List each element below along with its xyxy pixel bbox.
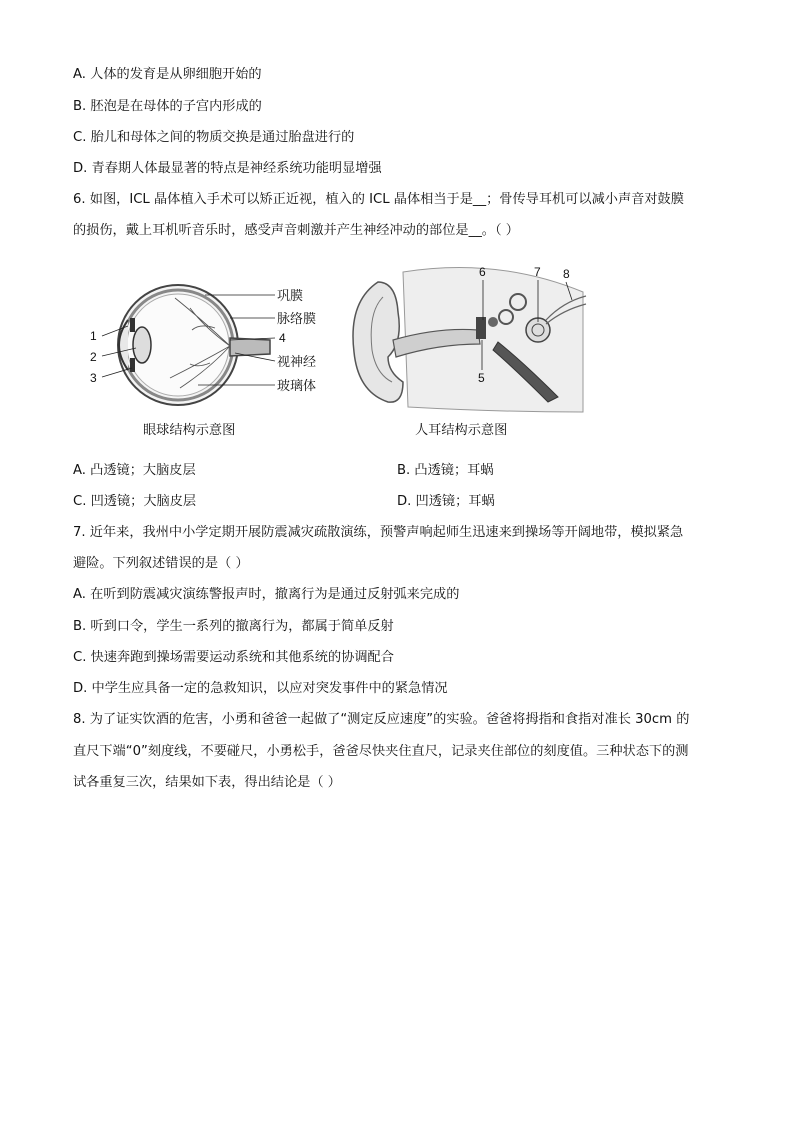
- q6-stem-line1: 6. 如图，ICL 晶体植入手术可以矫正近视，植入的 ICL 晶体相当于是__；骨传导耳机可以减小声音对鼓膜: [73, 192, 684, 207]
- lens: [133, 327, 151, 363]
- label-7: 7: [534, 265, 541, 279]
- q6-option-d: D. 凹透镜；耳蜗: [397, 494, 495, 509]
- q7-option-b: B. 听到口令，学生一系列的撤离行为，都属于简单反射: [73, 619, 394, 634]
- q5-option-a: A. 人体的发育是从卵细胞开始的: [73, 67, 262, 82]
- label-2: 2: [90, 350, 97, 364]
- q7-option-a: A. 在听到防震减灾演练警报声时，撤离行为是通过反射弧来完成的: [73, 587, 460, 602]
- eardrum: [476, 317, 486, 339]
- q6-option-b: B. 凸透镜；耳蜗: [397, 463, 494, 478]
- iris-bottom: [130, 358, 135, 372]
- q7-stem-line1: 7. 近年来，我州中小学定期开展防震减灾疏散演练，预警声响起师生迅速来到操场等开阔地带，模拟紧急: [73, 525, 684, 540]
- q6-stem-line2: 的损伤，戴上耳机听音乐时，感受声音刺激并产生神经冲动的部位是__。（ ）: [73, 223, 519, 238]
- ear-structure-diagram: [348, 262, 588, 417]
- label-8: 8: [563, 267, 570, 281]
- q6-option-c: C. 凹透镜；大脑皮层: [73, 494, 197, 509]
- q7-stem-line2: 避险。下列叙述错误的是（ ）: [73, 556, 249, 571]
- q7-option-c: C. 快速奔跑到操场需要运动系统和其他系统的协调配合: [73, 650, 394, 665]
- label-gongmo: 巩膜: [277, 289, 304, 304]
- q8-stem-line3: 试各重复三次，结果如下表，得出结论是（ ）: [73, 775, 341, 790]
- ear-diagram-caption: 人耳结构示意图: [415, 423, 508, 438]
- q6-option-a: A. 凸透镜；大脑皮层: [73, 463, 196, 478]
- q8-stem-line2: 直尺下端“0”刻度线，不要碰尺，小勇松手，爸爸尽快夹住直尺，记录夹住部位的刻度值。三种状态下的测: [73, 744, 689, 759]
- label-shishenjing: 视神经: [277, 355, 317, 370]
- label-1: 1: [90, 329, 97, 343]
- label-5: 5: [478, 371, 485, 385]
- q5-option-c: C. 胎儿和母体之间的物质交换是通过胎盘进行的: [73, 130, 355, 145]
- label-4: 4: [279, 331, 286, 345]
- q5-option-d: D. 青春期人体最显著的特点是神经系统功能明显增强: [73, 161, 382, 176]
- q8-stem-line1: 8. 为了证实饮酒的危害，小勇和爸爸一起做了“测定反应速度”的实验。爸爸将拇指和食指对准长 30cm 的: [73, 712, 690, 727]
- ossicle: [488, 317, 498, 327]
- label-maoluomo: 脉络膜: [277, 312, 317, 327]
- label-bolit: 玻璃体: [277, 379, 317, 394]
- eye-diagram-caption: 眼球结构示意图: [143, 423, 236, 438]
- label-6: 6: [479, 265, 486, 279]
- label-3: 3: [90, 371, 97, 385]
- q5-option-b: B. 胚泡是在母体的子宫内形成的: [73, 99, 262, 114]
- eye-structure-diagram: [80, 268, 330, 418]
- iris-top: [130, 318, 135, 332]
- q7-option-d: D. 中学生应具备一定的急救知识，以应对突发事件中的紧急情况: [73, 681, 448, 696]
